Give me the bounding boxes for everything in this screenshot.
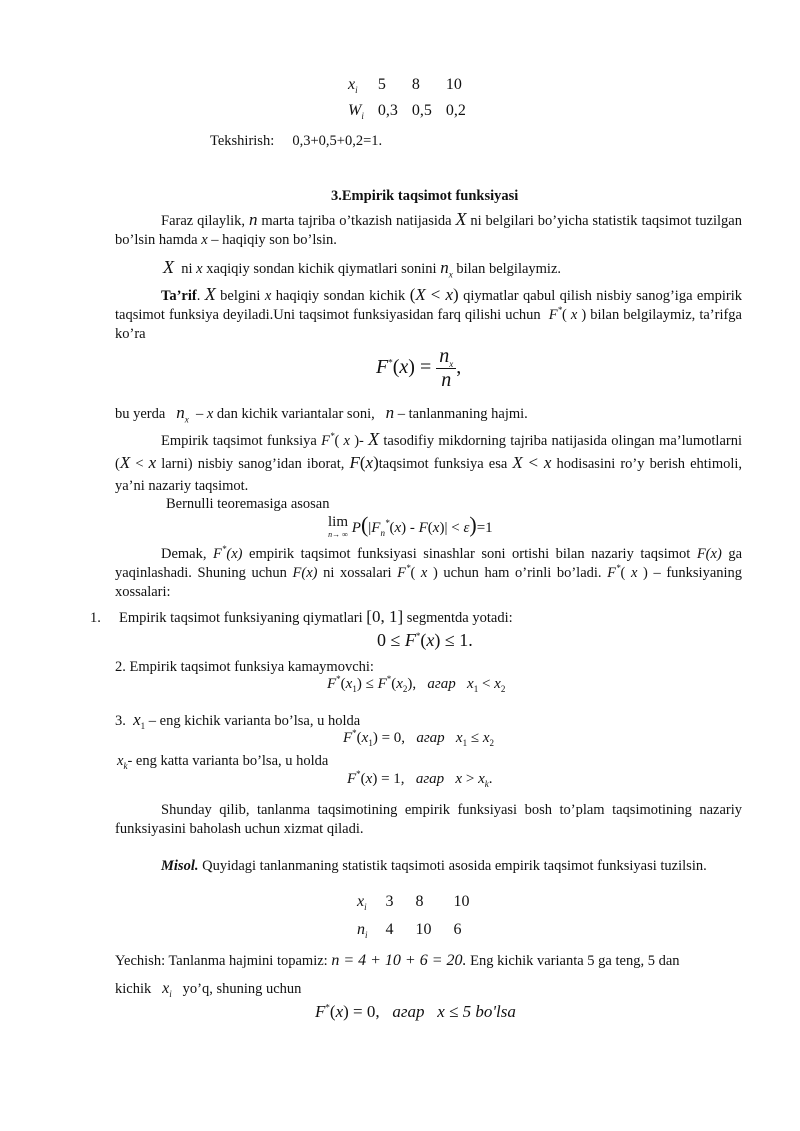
property-3-formula-1: $F^*(x_1) = 0$, агар $x_1 \le x_2$: [343, 728, 494, 748]
table-cell: 3: [385, 893, 394, 910]
where-line: bu yerda $n_x$ – x dan kichik variantalar soni, n – tanlanmaning hajmi.: [115, 403, 528, 425]
table-row: $x_i$ 3 8 10: [357, 893, 484, 911]
solution-line-2: kichik $x_i$ yo’q, shuning uchun: [115, 980, 302, 1000]
table-cell: 4: [385, 921, 394, 938]
table-cell: 10: [445, 76, 462, 93]
definition-formula: F*(x) = $\frac{n_x}{n}$ ,: [376, 345, 462, 391]
example-paragraph: Misol. Quyidagi tanlanmaning statistik taqsimoti asosida empirik taqsimot funksiyasi tuzilsin.: [161, 858, 707, 874]
property-3: 3. $x_1$ – eng kichik varianta bo’lsa, u holda: [115, 710, 361, 731]
section-title: 3.Empirik taqsimot funksiyasi: [331, 188, 519, 204]
distribution-table-2: [357, 893, 484, 939]
table-row: $n_i$ 4 10 6: [357, 911, 484, 939]
table-cell: 10: [453, 893, 470, 910]
property-2: 2. Empirik taqsimot funksiya kamaymovchi:: [115, 659, 374, 675]
property-3-formula-2: F*(x) = 1, агар $x > x_k$.: [347, 769, 493, 789]
table-cell: 0,3: [377, 102, 398, 119]
bernoulli-formula: lim n→ ∞ $P(|F_n^*(x) - F(x)| < \varepsilon)=1$: [328, 512, 493, 540]
table-cell: 5: [377, 76, 386, 93]
table-row: $x_i$ 5 8 10: [348, 76, 480, 94]
property-3-max: $x_k-$ eng katta varianta bo’lsa, u holda: [117, 753, 329, 771]
distribution-table-1: [348, 76, 480, 120]
solution-line: Yechish: Tanlanma hajmini topamiz: n = 4 + 10 + 6 = 20. Eng kichik varianta 5 ga teng, 5 dan: [115, 952, 680, 969]
definition-paragraph: Ta’rif. X belgini x haqiqiy sondan kichik (X < x) qiymatlar qabul qilish nisbiy sanog’iga empirik taqsimot funksiya deyiladi.Uni taqsimot funksiyasidan farq qilishi uchun F*( x ) bilan belgilaymiz, ta’rifga ko’ra: [115, 284, 743, 342]
table-cell: 10: [415, 921, 432, 938]
table-cell: 8: [411, 76, 420, 93]
empirical-paragraph: Empirik taqsimot funksiya F*( x )- X tasodifiy mikdorning tajriba natijasida olingan ma’lumotlarni (X < x larni) nisbiy sanog’idan iborat, F(x)taqsimot funksiya esa X < x hodisasini ro’y berish ehtimoli, ya’ni nazariy taqsimot.: [115, 429, 743, 494]
table-cell: 0,2: [445, 102, 466, 119]
table-cell: 6: [453, 921, 462, 938]
paragraph-intro: Faraz qilaylik, n marta tajriba o’tkazish natijasida X ni belgilari bo’yicha statistik taqsimot tuzilgan bo’lsin hamda x – haqiqiy son bo’lsin.: [115, 209, 742, 248]
solution-formula: F*(x) = 0, агар x ≤ 5 bo'lsa: [315, 1002, 516, 1021]
property-1-formula: 0 ≤ F*(x) ≤ 1.: [377, 630, 473, 650]
conclusion-paragraph: Shunday qilib, tanlanma taqsimotining empirik funksiyasi bosh to’plam taqsimotining nazariy funksiyasini baholash uchun xizmat qiladi.: [115, 802, 742, 837]
paragraph-count: X ni x xaqiqiy sondan kichik qiymatlari sonini $n_x$ bilan belgilaymiz.: [163, 257, 562, 280]
table-cell: 8: [415, 893, 424, 910]
property-2-formula: $F^*(x_1) \le F^*(x_2)$, агар $x_1 < x_2$: [327, 674, 506, 694]
check-line: Tekshirish: 0,3+0,5+0,2=1.: [210, 133, 383, 149]
table-row: $W_i$ 0,3 0,5 0,2: [348, 94, 480, 120]
demak-paragraph: Demak, F*(x) empirik taqsimot funksiyasi sinashlar soni ortishi bilan nazariy taqsimot F(x) ga yaqinlashadi. Shuning uchun F(x) ni xossalari F*( x ) uchun ham o’rinli bo’ladi. F*( x ) – funksiyaning xossalari:: [115, 544, 743, 600]
bernoulli-line: Bernulli teoremasiga asosan: [166, 496, 330, 512]
property-1: 1. Empirik taqsimot funksiyaning qiymatlari [0, 1] segmentda yotadi:: [90, 607, 513, 626]
table-cell: 0,5: [411, 102, 432, 119]
